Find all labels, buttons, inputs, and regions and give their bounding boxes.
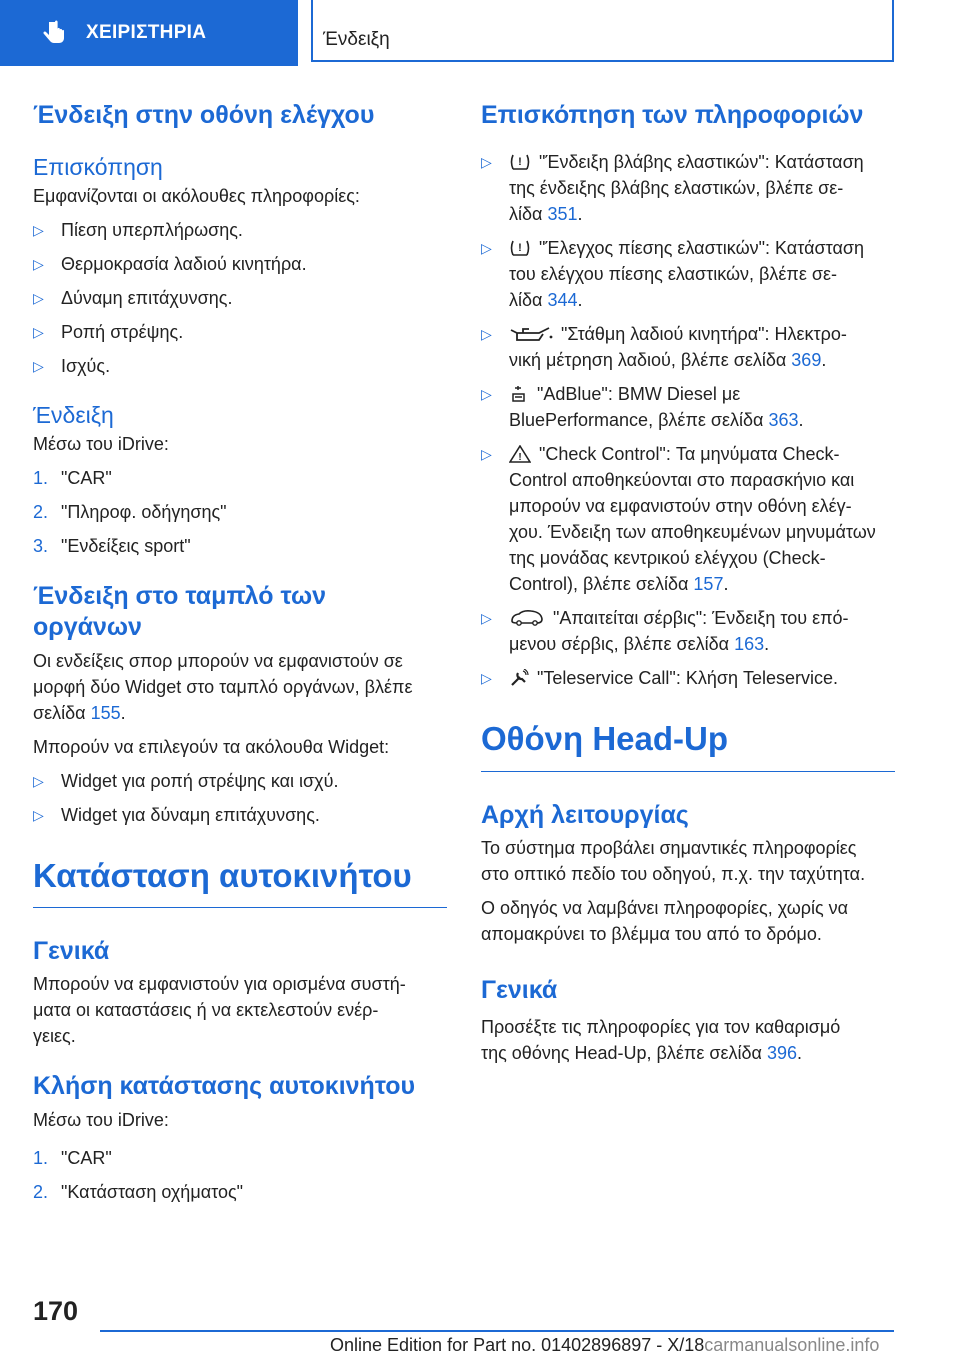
widget-list xyxy=(33,768,447,828)
wrench-call-icon xyxy=(509,669,529,687)
info-item-teleservice: ▷ "Teleservice Call": Κλήση Teleservice. xyxy=(481,665,895,691)
list-item: ▷ Δύναμη επιτάχυνσης. xyxy=(33,285,447,311)
display-intro: Μέσω του iDrive: xyxy=(33,434,169,455)
principle-text-2: Ο οδηγός να λαμβάνει πληροφορίες, χωρίς να απομακρύνει το βλέμμα του από το δρόμο. xyxy=(481,898,849,945)
page-ref-link[interactable]: 344 xyxy=(547,290,578,311)
triangle-bullet-icon: ▷ xyxy=(33,806,44,823)
tire-warning-icon xyxy=(509,153,531,171)
info-overview-heading: Επισκόπηση των πληροφοριών xyxy=(481,101,864,129)
hud-general-heading: Γενικά xyxy=(481,976,558,1005)
section-tab[interactable] xyxy=(0,0,298,66)
triangle-bullet-icon: ▷ xyxy=(481,386,492,403)
hud-general-text: Προσέξτε τις πληροφορίες για τον καθαρισμό της οθόνης Head-Up, βλέπε σελίδα 396. xyxy=(481,1017,841,1064)
page-ref-link[interactable]: 163 xyxy=(734,634,765,655)
list-item: ▷ Widget για ροπή στρέψης και ισχύ. xyxy=(33,768,447,794)
principle-text-1: Το σύστημα προβάλει σημαντικές πληροφορίες στο οπτικό πεδίο του οδηγού, π.χ. την ταχύτητα. xyxy=(481,838,866,885)
triangle-bullet-icon: ▷ xyxy=(481,446,492,463)
right-column xyxy=(481,100,895,1066)
overview-intro: Εμφανίζονται οι ακόλουθες πληροφορίες: xyxy=(33,186,360,207)
step-item: 1. "CAR" xyxy=(33,1147,112,1168)
page-ref-link[interactable]: 363 xyxy=(768,410,799,431)
service-car-icon xyxy=(509,609,545,627)
info-item-check-control: ▷ ! "Check Control": Τα μηνύματα Check- Control αποθηκεύονται στο παρασκήνιο και μπορούν να εμφανιστούν στην οθόνη ελέγ- χου. Ένδειξη των αποθηκευμένων μηνυμάτων της μονάδας κεντρικού ελέγχου (Check- Control), βλέπε σελίδα 157. xyxy=(481,441,895,597)
list-item: ▷ Θερμοκρασία λαδιού κινητήρα. xyxy=(33,251,447,277)
step-item: 2. "Κατάσταση οχήματος" xyxy=(33,1181,244,1202)
tire-pressure-icon xyxy=(509,239,531,257)
adblue-icon xyxy=(509,385,529,403)
list-item: ▷ Ισχύς. xyxy=(33,353,447,379)
hand-pointer-icon xyxy=(40,19,68,47)
page-ref-link[interactable]: 157 xyxy=(693,574,724,595)
footer-edition: Online Edition for Part no. 01402896897 - X/18carmanualsonline.info xyxy=(330,1335,880,1355)
step-item: 1. "CAR" xyxy=(33,468,112,489)
cluster-heading: Ένδειξη στο ταμπλό των οργάνων xyxy=(33,582,326,642)
triangle-bullet-icon: ▷ xyxy=(33,290,44,307)
list-item: ▷ Πίεση υπερπλήρωσης. xyxy=(33,217,447,243)
principle-heading: Αρχή λειτουργίας xyxy=(481,800,689,829)
svg-text:!: ! xyxy=(518,156,522,169)
section-title-display: Ένδειξη στην οθόνη ελέγχου xyxy=(33,101,375,129)
breadcrumb xyxy=(311,0,894,62)
info-list xyxy=(481,149,895,691)
hud-title: Οθόνη Head-Up xyxy=(481,719,895,772)
page-ref-link[interactable]: 396 xyxy=(766,1043,797,1064)
general-heading: Γενικά xyxy=(33,937,110,966)
watermark-text[interactable]: carmanualsonline.info xyxy=(704,1335,880,1355)
call-status-heading: Κλήση κατάστασης αυτοκινήτου xyxy=(33,1072,416,1101)
triangle-bullet-icon: ▷ xyxy=(481,670,492,687)
page-ref-link[interactable]: 369 xyxy=(791,350,822,371)
page-number: 170 xyxy=(33,1296,79,1326)
display-heading: Ένδειξη xyxy=(33,402,114,429)
oil-can-icon xyxy=(509,325,553,343)
list-item: ▷ Ροπή στρέψης. xyxy=(33,319,447,345)
triangle-bullet-icon: ▷ xyxy=(33,222,44,239)
triangle-bullet-icon: ▷ xyxy=(33,772,44,789)
left-column xyxy=(33,100,447,1205)
cluster-text: Οι ενδείξεις σπορ μπορούν να εμφανιστούν σε μορφή δύο Widget στο ταμπλό οργάνων, βλέπε σελίδα 155. xyxy=(33,650,413,723)
triangle-bullet-icon: ▷ xyxy=(481,610,492,627)
general-text: Μπορούν να εμφανιστούν για ορισμένα συστή- ματα οι καταστάσεις ή να εκτελεστούν ενέρ- γειες. xyxy=(33,974,406,1047)
widget-intro: Μπορούν να επιλεγούν τα ακόλουθα Widget: xyxy=(33,736,390,757)
triangle-bullet-icon: ▷ xyxy=(481,326,492,343)
list-item: ▷ Widget για δύναμη επιτάχυνσης. xyxy=(33,802,447,828)
triangle-bullet-icon: ▷ xyxy=(33,324,44,341)
triangle-bullet-icon: ▷ xyxy=(33,256,44,273)
triangle-bullet-icon: ▷ xyxy=(481,240,492,257)
step-item: 2. "Πληροφ. οδήγησης" xyxy=(33,502,227,523)
display-steps xyxy=(33,465,447,559)
info-item-service: ▷ "Απαιτείται σέρβις": Ένδειξη του επό- μενου σέρβις, βλέπε σελίδα 163. xyxy=(481,605,895,657)
section-label: ΧΕΙΡΙΣΤΗΡΙΑ xyxy=(86,22,207,43)
info-item-tire-warning: ▷ ! "Ένδειξη βλάβης ελαστικών": Κατάσταση της ένδειξης βλάβης ελαστικών, βλέπε σε- λίδα 351. xyxy=(481,149,895,227)
triangle-bullet-icon: ▷ xyxy=(481,154,492,171)
page-ref-link[interactable]: 351 xyxy=(547,204,578,225)
step-item: 3. "Ενδείξεις sport" xyxy=(33,536,191,557)
vehicle-status-title: Κατάσταση αυτοκινήτου xyxy=(33,856,447,909)
page-ref-link[interactable]: 155 xyxy=(90,702,121,723)
info-item-oil-level: ▷ "Στάθμη λαδιού κινητήρα": Ηλεκτρο- νική μέτρηση λαδιού, βλέπε σελίδα 369. xyxy=(481,321,895,373)
breadcrumb-text: Ένδειξη xyxy=(323,29,390,50)
footer-divider xyxy=(100,1330,894,1332)
call-intro: Μέσω του iDrive: xyxy=(33,1109,169,1130)
svg-text:!: ! xyxy=(518,452,522,464)
svg-text:!: ! xyxy=(518,242,522,255)
info-item-tire-pressure: ▷ ! "Έλεγχος πίεσης ελαστικών": Κατάσταση του ελέγχου πίεσης ελαστικών, βλέπε σε- λίδα 344. xyxy=(481,235,895,313)
triangle-bullet-icon: ▷ xyxy=(33,358,44,375)
overview-heading: Επισκόπηση xyxy=(33,154,163,181)
call-steps xyxy=(33,1145,447,1205)
overview-list xyxy=(33,217,447,379)
warning-triangle-icon xyxy=(509,445,531,463)
info-item-adblue: ▷ "AdBlue": BMW Diesel με BluePerformance, βλέπε σελίδα 363. xyxy=(481,381,895,433)
